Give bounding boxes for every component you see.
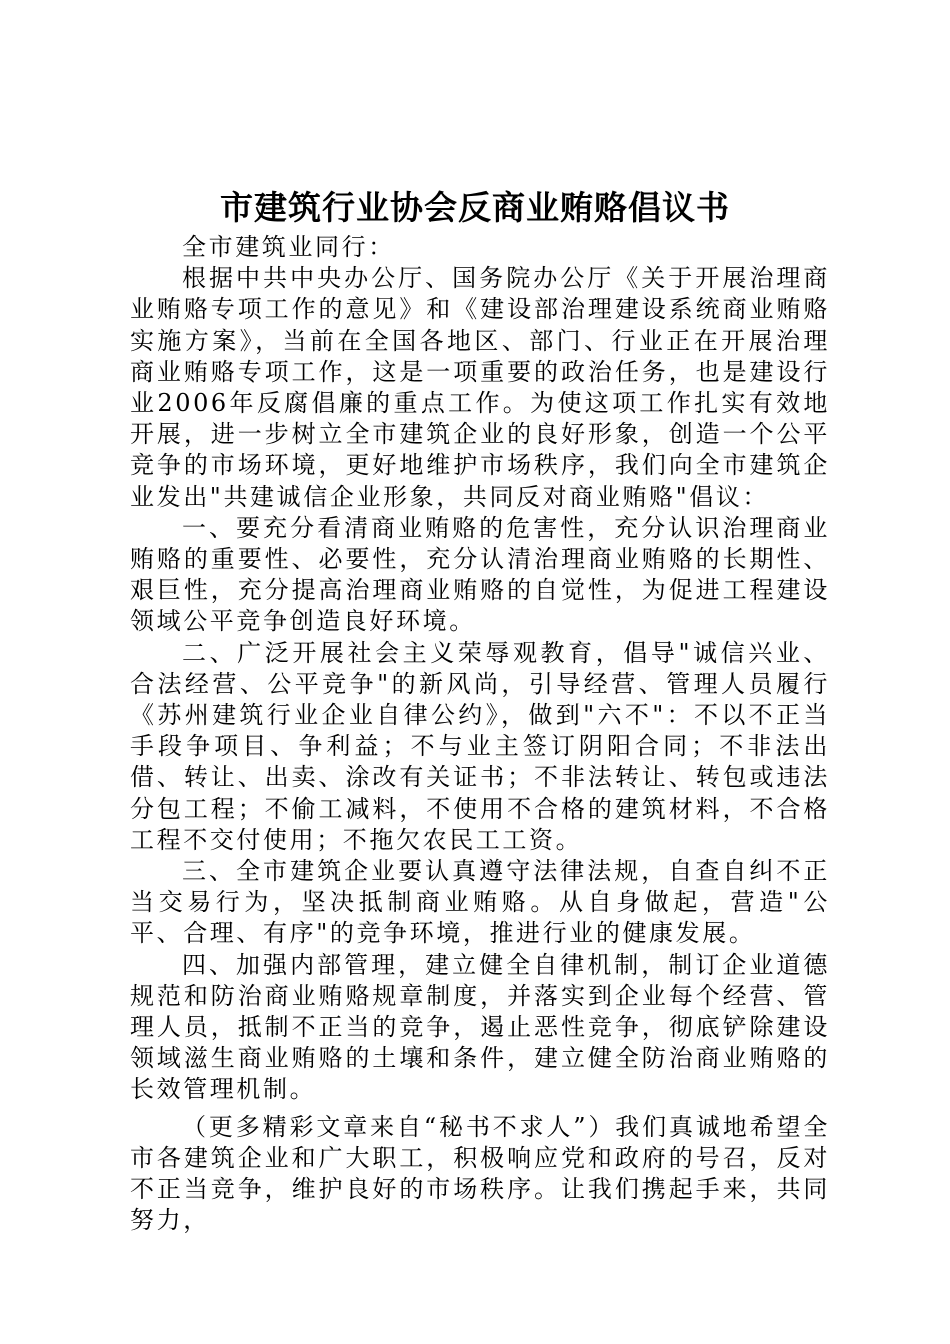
document-body (130, 232, 830, 1237)
point-four-paragraph: 四、加强内部管理，建立健全自律机制，制订企业道德规范和防治商业贿赂规章制度，并落实到企业每个经营、管理人员，抵制不正当的竞争，遏止恶性竞争，彻底铲除建设领域滋生商业贿赂的土壤和条件，建立健全防治商业贿赂的长效管理机制。 (130, 950, 830, 1104)
closing-paragraph: （更多精彩文章来自“秘书不求人”）我们真诚地希望全市各建筑企业和广大职工，积极响应党和政府的号召，反对不正当竞争，维护良好的市场秩序。让我们携起手来，共同努力， (130, 1112, 830, 1235)
salutation: 全市建筑业同行： (182, 233, 395, 261)
point-three-paragraph: 三、全市建筑企业要认真遵守法律法规，自查自纠不正当交易行为，坚决抵制商业贿赂。从自身做起，营造"公平、合理、有序"的竞争环境，推进行业的健康发展。 (130, 857, 830, 948)
intro-paragraph: 根据中共中央办公厅、国务院办公厅《关于开展治理商业贿赂专项工作的意见》和《建设部治理建设系统商业贿赂实施方案》，当前在全国各地区、部门、行业正在开展治理商业贿赂专项工作，这是一项重要的政治任务，也是建设行业2006年反腐倡廉的重点工作。为使这项工作扎实有效地开展，进一步树立全市建筑企业的良好形象，创造一个公平竞争的市场环境，更好地维护市场秩序，我们向全市建筑企业发出"共建诚信企业形象，共同反对商业贿赂"倡议： (130, 264, 830, 511)
point-one-paragraph: 一、要充分看清商业贿赂的危害性，充分认识治理商业贿赂的重要性、必要性，充分认清治理商业贿赂的长期性、艰巨性，充分提高治理商业贿赂的自觉性，为促进工程建设领域公平竞争创造良好环境。 (130, 513, 830, 636)
point-two-paragraph: 二、广泛开展社会主义荣辱观教育，倡导"诚信兴业、合法经营、公平竞争"的新风尚，引导经营、管理人员履行《苏州建筑行业企业自律公约》，做到"六不"：不以不正当手段争项目、争利益；不与业主签订阴阳合同；不非法出借、转让、出卖、涂改有关证书；不非法转让、转包或违法分包工程；不偷工减料，不使用不合格的建筑材料，不合格工程不交付使用；不拖欠农民工工资。 (130, 638, 830, 854)
document-title: 市建筑行业协会反商业贿赂倡议书 (220, 188, 730, 227)
